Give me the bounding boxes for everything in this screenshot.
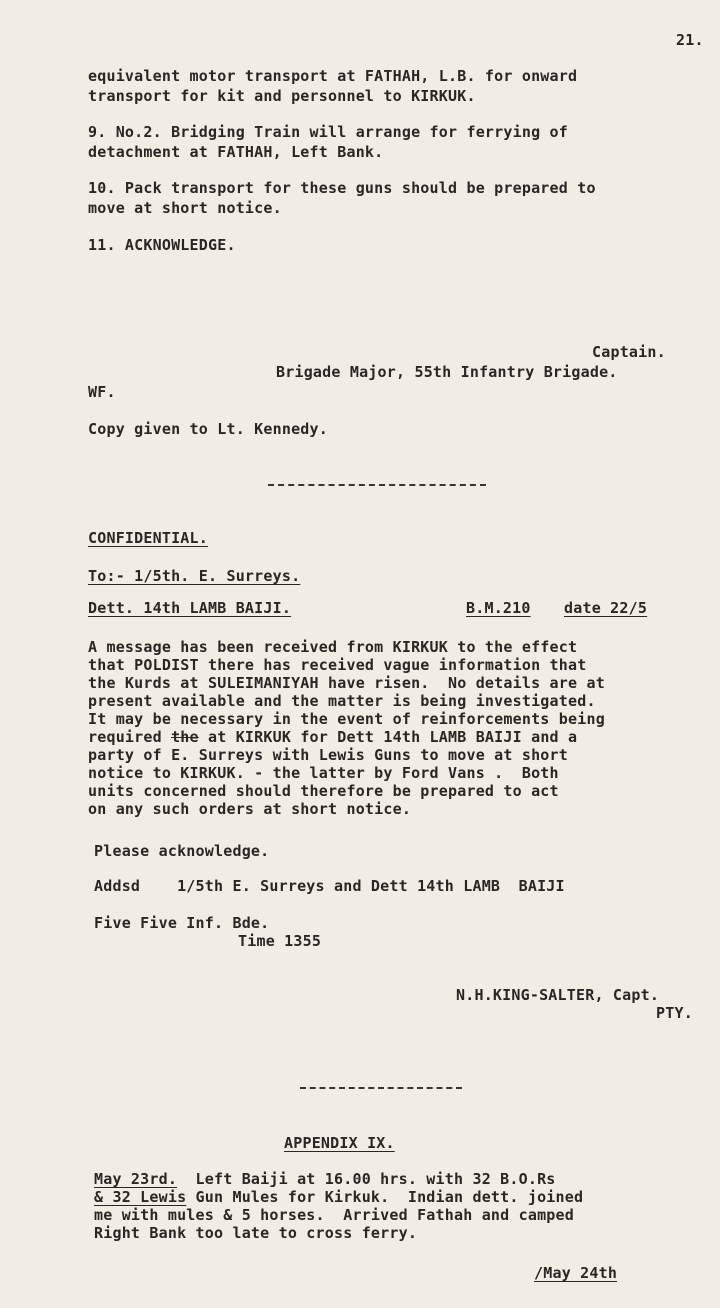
message-body-line-3: the Kurds at SULEIMANIYAH have risen. No details are at <box>88 674 605 692</box>
appendix-line-2 <box>94 1189 583 1206</box>
struck-word: the <box>171 728 199 746</box>
message-body-line-8: notice to KIRKUK. - the latter by Ford Vans . Both <box>88 764 559 782</box>
appendix-line-3: me with mules & 5 horses. Arrived Fathah and camped <box>94 1206 574 1224</box>
message-body-line-6 <box>88 729 577 746</box>
order-item-9-line-1: 9. No.2. Bridging Train will arrange for ferrying of <box>88 123 568 141</box>
order-item-10-line-2: move at short notice. <box>88 199 282 217</box>
order-item-11: 11. ACKNOWLEDGE. <box>88 236 236 254</box>
signature-sub: PTY. <box>656 1004 693 1022</box>
addressed-line: Addsd 1/5th E. Surreys and Dett 14th LAMB BAIJI <box>94 877 565 895</box>
confidential-heading: CONFIDENTIAL. <box>88 529 208 547</box>
message-body-line-7: party of E. Surreys with Lewis Guns to move at short <box>88 746 568 764</box>
order-line-2: transport for kit and personnel to KIRKUK. <box>88 87 476 105</box>
message-body-line-5: It may be necessary in the event of reinforcements being <box>88 710 605 728</box>
message-body-line-2: that POLDIST there has received vague information that <box>88 656 587 674</box>
required-pre: required <box>88 728 172 746</box>
message-bm-ref: B.M.210 <box>466 599 531 617</box>
appendix-line-4: Right Bank too late to cross ferry. <box>94 1224 418 1242</box>
message-body-line-10: on any such orders at short notice. <box>88 800 412 818</box>
section-divider <box>268 484 486 486</box>
message-date-ref: date 22/5 <box>564 599 648 617</box>
appendix-date: May 23rd. <box>94 1170 178 1188</box>
message-to-line: To:- 1/5th. E. Surreys. <box>88 567 301 585</box>
order-item-10-line-1: 10. Pack transport for these guns should be prepared to <box>88 179 596 197</box>
message-body-line-4: present available and the matter is being investigated. <box>88 692 596 710</box>
continuation-marker: /May 24th <box>534 1264 618 1282</box>
appendix-line-1 <box>94 1171 556 1188</box>
appendix-divider <box>300 1087 462 1089</box>
appendix-heading: APPENDIX IX. <box>284 1134 395 1152</box>
time-line: Time 1355 <box>238 932 322 950</box>
from-line: Five Five Inf. Bde. <box>94 914 270 932</box>
order-item-9-line-2: detachment at FATHAH, Left Bank. <box>88 143 384 161</box>
signature-rank: Captain. <box>592 343 666 361</box>
signature-name: N.H.KING-SALTER, Capt. <box>456 986 660 1004</box>
message-dett-line: Dett. 14th LAMB BAIJI. <box>88 599 292 617</box>
copy-note: Copy given to Lt. Kennedy. <box>88 420 328 438</box>
page-number: 21. <box>676 31 704 49</box>
typist-initials: WF. <box>88 383 116 401</box>
message-body-line-1: A message has been received from KIRKUK to the effect <box>88 638 578 656</box>
signature-title: Brigade Major, 55th Infantry Brigade. <box>276 363 618 381</box>
message-body-line-9: units concerned should therefore be prepared to act <box>88 782 559 800</box>
please-acknowledge: Please acknowledge. <box>94 842 270 860</box>
appendix-line-2-rest: Gun Mules for Kirkuk. Indian dett. joined <box>186 1188 584 1206</box>
order-line-1: equivalent motor transport at FATHAH, L.B. for onward <box>88 67 578 85</box>
required-post: at KIRKUK for Dett 14th LAMB BAIJI and a <box>198 728 578 746</box>
appendix-line-2-underlined: & 32 Lewis <box>94 1188 187 1206</box>
appendix-line-1-rest: Left Baiji at 16.00 hrs. with 32 B.O.Rs <box>177 1170 556 1188</box>
